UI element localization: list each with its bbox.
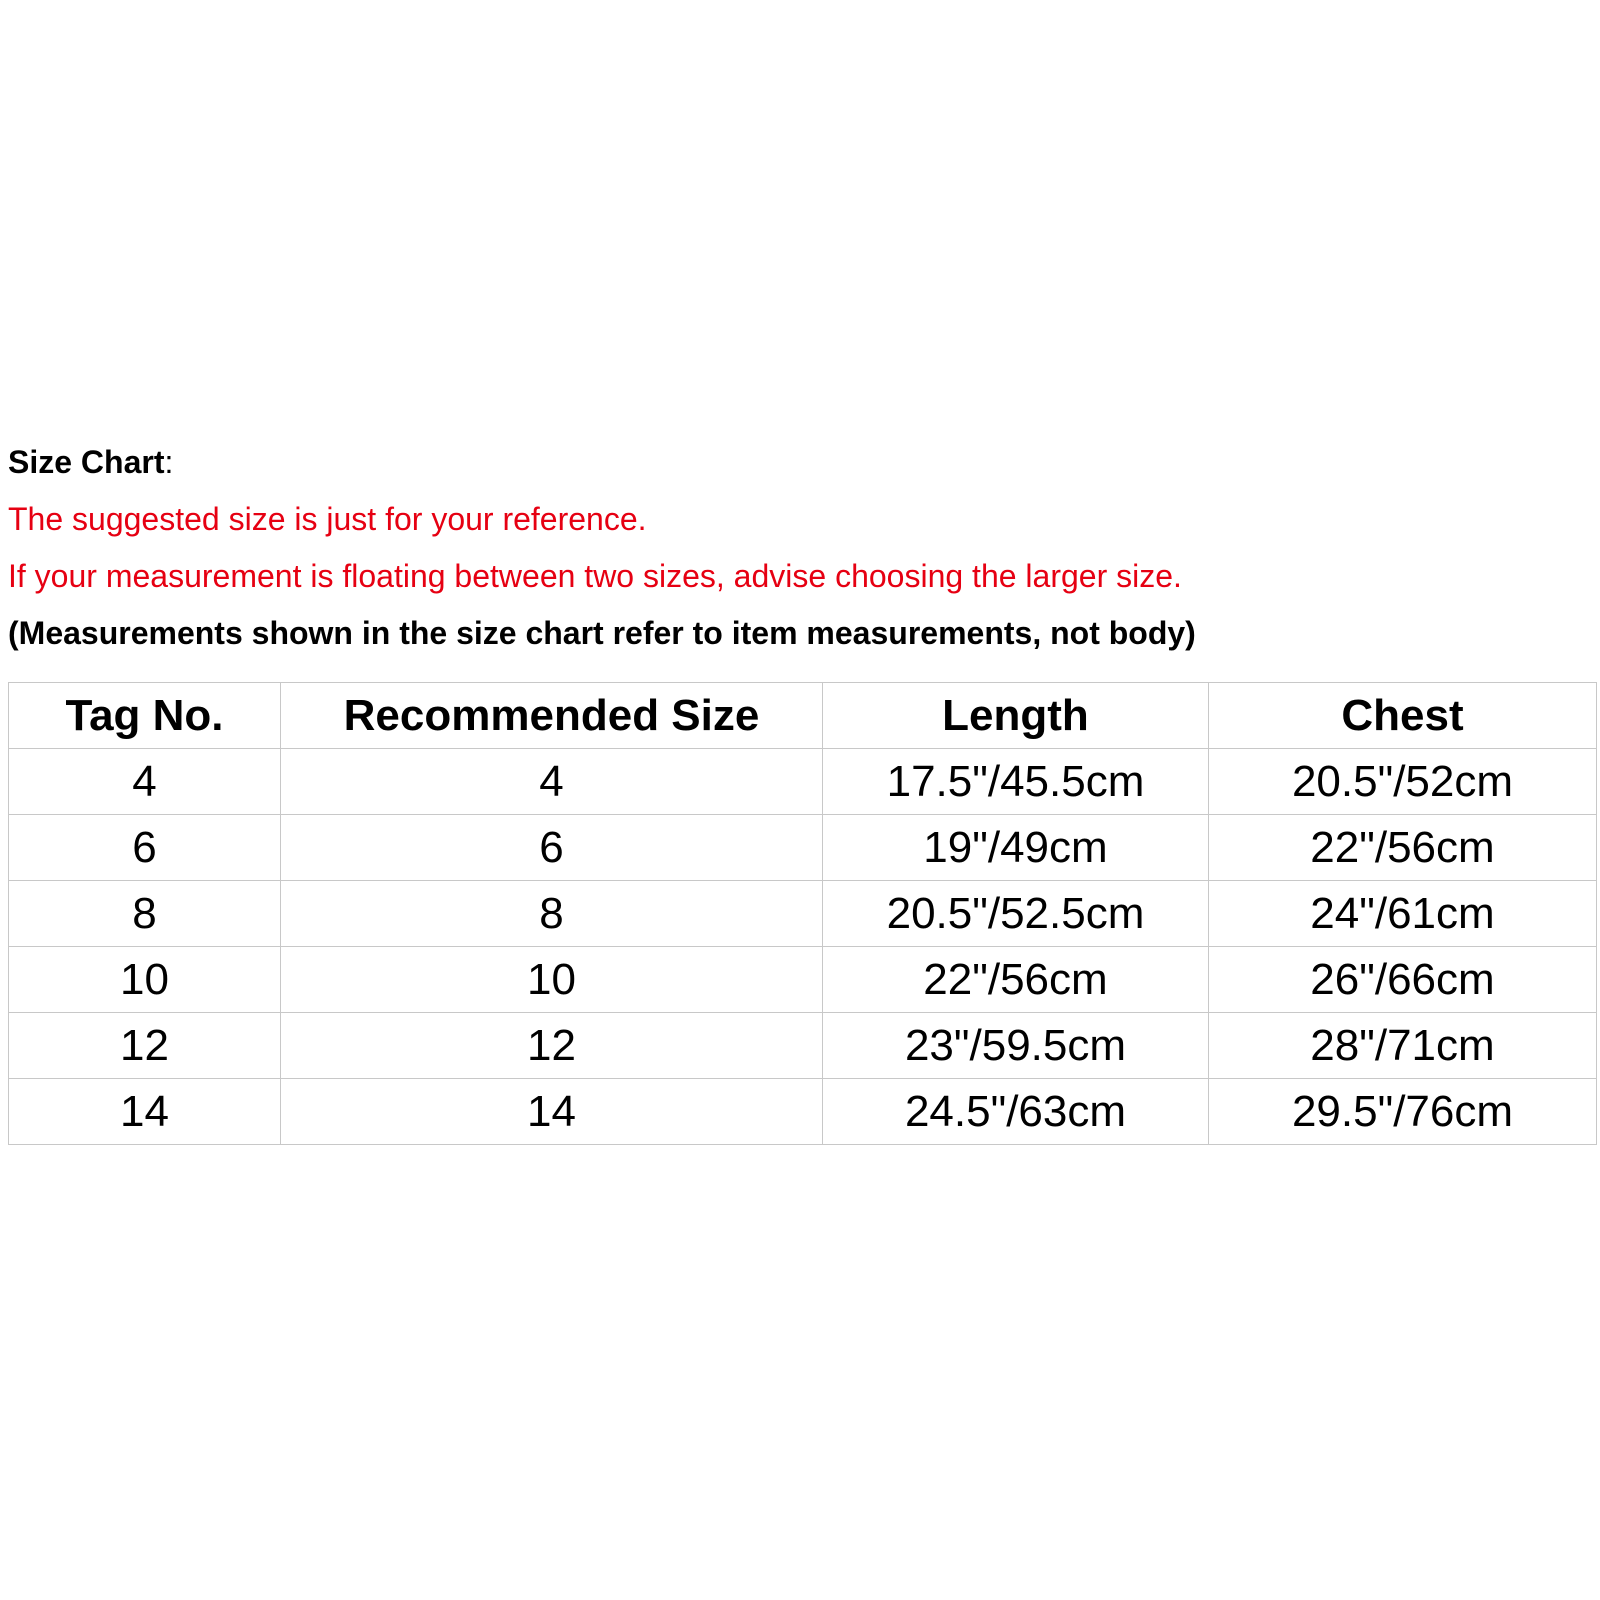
measurement-note: (Measurements shown in the size chart refer to item measurements, not body) bbox=[8, 615, 1196, 651]
tag-no-cell: 6 bbox=[9, 815, 281, 881]
column-header-length: Length bbox=[823, 683, 1209, 749]
table-row bbox=[9, 749, 1597, 815]
chest-cell: 22"/56cm bbox=[1209, 815, 1597, 881]
chest-cell: 28"/71cm bbox=[1209, 1013, 1597, 1079]
length-cell: 19"/49cm bbox=[823, 815, 1209, 881]
table-header-row bbox=[9, 683, 1597, 749]
recommended-size-cell: 4 bbox=[281, 749, 823, 815]
page-title: Size Chart bbox=[8, 444, 165, 480]
chest-cell: 26"/66cm bbox=[1209, 947, 1597, 1013]
title-colon: : bbox=[164, 444, 174, 480]
tag-no-cell: 4 bbox=[9, 749, 281, 815]
table-row bbox=[9, 815, 1597, 881]
tag-no-cell: 12 bbox=[9, 1013, 281, 1079]
length-cell: 17.5"/45.5cm bbox=[823, 749, 1209, 815]
tag-no-cell: 10 bbox=[9, 947, 281, 1013]
table-row bbox=[9, 1013, 1597, 1079]
recommended-size-cell: 8 bbox=[281, 881, 823, 947]
column-header-tag-no: Tag No. bbox=[9, 683, 281, 749]
recommended-size-cell: 10 bbox=[281, 947, 823, 1013]
reference-note: The suggested size is just for your reference. bbox=[8, 501, 647, 537]
length-cell: 22"/56cm bbox=[823, 947, 1209, 1013]
size-table bbox=[8, 682, 1597, 1145]
tag-no-cell: 8 bbox=[9, 881, 281, 947]
table-row bbox=[9, 947, 1597, 1013]
table-row bbox=[9, 1079, 1597, 1145]
size-chart-heading bbox=[8, 444, 1596, 501]
tag-no-cell: 14 bbox=[9, 1079, 281, 1145]
size-chart-notes bbox=[8, 444, 1596, 655]
chest-cell: 24"/61cm bbox=[1209, 881, 1597, 947]
advice-note: If your measurement is floating between two sizes, advise choosing the larger size. bbox=[8, 558, 1182, 594]
table-row bbox=[9, 881, 1597, 947]
length-cell: 23"/59.5cm bbox=[823, 1013, 1209, 1079]
recommended-size-cell: 14 bbox=[281, 1079, 823, 1145]
column-header-chest: Chest bbox=[1209, 683, 1597, 749]
recommended-size-cell: 6 bbox=[281, 815, 823, 881]
column-header-recommended-size: Recommended Size bbox=[281, 683, 823, 749]
recommended-size-cell: 12 bbox=[281, 1013, 823, 1079]
chest-cell: 20.5"/52cm bbox=[1209, 749, 1597, 815]
chest-cell: 29.5"/76cm bbox=[1209, 1079, 1597, 1145]
length-cell: 20.5"/52.5cm bbox=[823, 881, 1209, 947]
length-cell: 24.5"/63cm bbox=[823, 1079, 1209, 1145]
